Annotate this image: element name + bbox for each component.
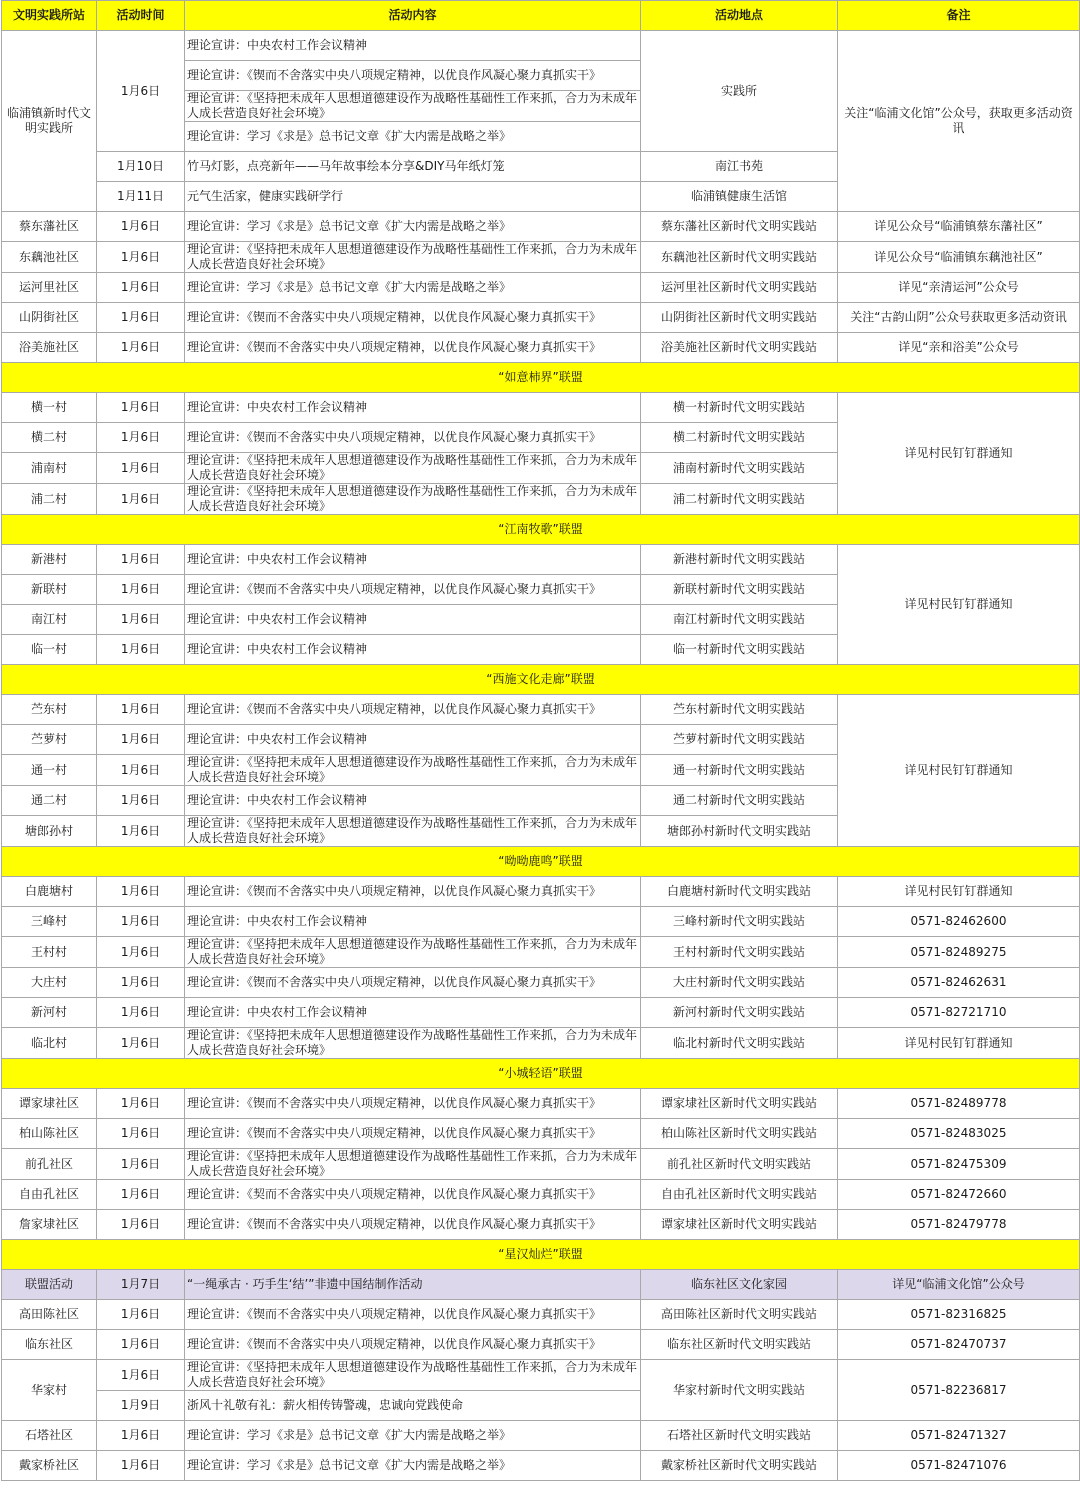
table-cell: 1月6日: [97, 605, 185, 635]
table-cell: 苎东村: [2, 695, 97, 725]
table-cell: 理论宣讲：中央农村工作会议精神: [185, 393, 641, 423]
table-cell: 理论宣讲：中央农村工作会议精神: [185, 786, 641, 816]
table-cell: 0571-82489275: [838, 937, 1080, 968]
table-cell: 浴美施社区新时代文明实践站: [641, 333, 838, 363]
table-cell: 1月6日: [97, 242, 185, 273]
table-cell: 0571-82471327: [838, 1421, 1080, 1451]
table-cell: 1月6日: [97, 937, 185, 968]
table-cell: 详见“临浦文化馆”公众号: [838, 1270, 1080, 1300]
table-cell: 理论宣讲：学习《求是》总书记文章《扩大内需是战略之举》: [185, 1451, 641, 1481]
table-cell: 1月6日: [97, 31, 185, 152]
table-cell: 戴家桥社区: [2, 1451, 97, 1481]
table-cell: 理论宣讲：《坚持把未成年人思想道德建设作为战略性基础性工作来抓，合力为未成年人成长营造良好社会环境》: [185, 937, 641, 968]
alliance-name: “西施文化走廊”联盟: [2, 665, 1080, 695]
table-cell: 理论宣讲：《坚持把未成年人思想道德建设作为战略性基础性工作来抓，合力为未成年人成长营造良好社会环境》: [185, 755, 641, 786]
table-cell: 横一村新时代文明实践站: [641, 393, 838, 423]
table-cell: 理论宣讲：《坚持把未成年人思想道德建设作为战略性基础性工作来抓，合力为未成年人成长营造良好社会环境》: [185, 91, 641, 122]
table-row: [2, 212, 1080, 242]
table-cell: 浴美施社区: [2, 333, 97, 363]
table-row: [2, 242, 1080, 273]
table-cell: 理论宣讲：《锲而不舍落实中央八项规定精神，以优良作风凝心聚力真抓实干》: [185, 1089, 641, 1119]
table-cell: 蔡东藩社区: [2, 212, 97, 242]
table-cell: 1月11日: [97, 182, 185, 212]
table-cell: 理论宣讲：《坚持把未成年人思想道德建设作为战略性基础性工作来抓，合力为未成年人成长营造良好社会环境》: [185, 1028, 641, 1059]
table-cell: 谭家埭社区新时代文明实践站: [641, 1210, 838, 1240]
table-cell: 理论宣讲：《锲而不舍落实中央八项规定精神，以优良作风凝心聚力真抓实干》: [185, 1300, 641, 1330]
table-cell: 详见村民钉钉群通知: [838, 393, 1080, 515]
table-cell: 苎东村新时代文明实践站: [641, 695, 838, 725]
table-cell: 理论宣讲：中央农村工作会议精神: [185, 605, 641, 635]
table-cell: 1月7日: [97, 1270, 185, 1300]
table-cell: 详见公众号“临浦镇东藕池社区”: [838, 242, 1080, 273]
activity-schedule-table: [1, 0, 1080, 1481]
table-cell: 1月6日: [97, 907, 185, 937]
table-cell: 石塔社区: [2, 1421, 97, 1451]
table-cell: 1月6日: [97, 695, 185, 725]
alliance-header-row: [2, 363, 1080, 393]
table-cell: 1月6日: [97, 453, 185, 484]
table-cell: 理论宣讲：《坚持把未成年人思想道德建设作为战略性基础性工作来抓，合力为未成年人成长营造良好社会环境》: [185, 484, 641, 515]
table-cell: 1月6日: [97, 1028, 185, 1059]
table-cell: 苎萝村: [2, 725, 97, 755]
table-cell: 南江村: [2, 605, 97, 635]
table-cell: 理论宣讲：《锲而不舍落实中央八项规定精神，以优良作风凝心聚力真抓实干》: [185, 968, 641, 998]
table-cell: 1月6日: [97, 1421, 185, 1451]
table-cell: 东藕池社区: [2, 242, 97, 273]
table-cell: 0571-82470737: [838, 1330, 1080, 1360]
table-cell: 浦二村新时代文明实践站: [641, 484, 838, 515]
table-body: [2, 31, 1080, 1481]
table-cell: 0571-82475309: [838, 1149, 1080, 1180]
table-cell: 1月6日: [97, 1300, 185, 1330]
table-cell: 浦二村: [2, 484, 97, 515]
table-row: [2, 877, 1080, 907]
header-location: 活动地点: [641, 1, 838, 31]
alliance-name: “如意柿界”联盟: [2, 363, 1080, 393]
table-cell: 通二村新时代文明实践站: [641, 786, 838, 816]
table-cell: 理论宣讲：《坚持把未成年人思想道德建设作为战略性基础性工作来抓，合力为未成年人成长营造良好社会环境》: [185, 1149, 641, 1180]
table-cell: 浦南村: [2, 453, 97, 484]
table-cell: 1月9日: [97, 1391, 185, 1421]
table-cell: 新联村: [2, 575, 97, 605]
table-cell: 理论宣讲：学习《求是》总书记文章《扩大内需是战略之举》: [185, 1421, 641, 1451]
table-cell: 理论宣讲：学习《求是》总书记文章《扩大内需是战略之举》: [185, 273, 641, 303]
table-cell: 新港村新时代文明实践站: [641, 545, 838, 575]
table-cell: 0571-82483025: [838, 1119, 1080, 1149]
table-cell: 1月6日: [97, 1360, 185, 1391]
table-cell: 东藕池社区新时代文明实践站: [641, 242, 838, 273]
table-cell: 白鹿塘村新时代文明实践站: [641, 877, 838, 907]
table-cell: 理论宣讲：中央农村工作会议精神: [185, 635, 641, 665]
table-row: [2, 1149, 1080, 1180]
table-cell: 新联村新时代文明实践站: [641, 575, 838, 605]
table-cell: 理论宣讲：《锲而不舍落实中央八项规定精神，以优良作风凝心聚力真抓实干》: [185, 1210, 641, 1240]
table-cell: 自由孔社区新时代文明实践站: [641, 1180, 838, 1210]
table-cell: 1月6日: [97, 212, 185, 242]
table-cell: 理论宣讲：中央农村工作会议精神: [185, 545, 641, 575]
table-cell: 横一村: [2, 393, 97, 423]
table-cell: 大庄村: [2, 968, 97, 998]
table-row: [2, 998, 1080, 1028]
table-row: [2, 1089, 1080, 1119]
table-cell: 1月10日: [97, 152, 185, 182]
table-cell: 1月6日: [97, 1451, 185, 1481]
table-row: [2, 273, 1080, 303]
table-row: [2, 1210, 1080, 1240]
table-cell: 白鹿塘村: [2, 877, 97, 907]
table-cell: 理论宣讲：《契而不舍落实中央八项规定精神，以优良作风凝心聚力真抓实干》: [185, 1180, 641, 1210]
table-cell: 实践所: [641, 31, 838, 152]
table-cell: 1月6日: [97, 484, 185, 515]
table-cell: 华家村新时代文明实践站: [641, 1360, 838, 1421]
table-cell: 关注“临浦文化馆”公众号，获取更多活动资讯: [838, 31, 1080, 212]
alliance-name: “星汉灿烂”联盟: [2, 1240, 1080, 1270]
table-row: [2, 968, 1080, 998]
table-cell: 理论宣讲：《锲而不舍落实中央八项规定精神，以优良作风凝心聚力真抓实干》: [185, 333, 641, 363]
table-cell: 1月6日: [97, 635, 185, 665]
table-cell: 关注“古韵山阴”公众号获取更多活动资讯: [838, 303, 1080, 333]
table-cell: 详见村民钉钉群通知: [838, 695, 1080, 847]
table-cell: 通二村: [2, 786, 97, 816]
table-cell: 浦南村新时代文明实践站: [641, 453, 838, 484]
table-cell: 运河里社区: [2, 273, 97, 303]
alliance-header-row: [2, 665, 1080, 695]
table-cell: 谭家埭社区: [2, 1089, 97, 1119]
table-cell: 1月6日: [97, 816, 185, 847]
table-cell: 理论宣讲：中央农村工作会议精神: [185, 31, 641, 61]
table-cell: 理论宣讲：《锲而不舍落实中央八项规定精神，以优良作风凝心聚力真抓实干》: [185, 695, 641, 725]
table-cell: 1月6日: [97, 545, 185, 575]
table-cell: 理论宣讲：《锲而不舍落实中央八项规定精神，以优良作风凝心聚力真抓实干》: [185, 575, 641, 605]
table-cell: 临浦镇新时代文明实践所: [2, 31, 97, 212]
table-cell: 0571-82479778: [838, 1210, 1080, 1240]
table-cell: 临东社区文化家园: [641, 1270, 838, 1300]
table-cell: 临北村新时代文明实践站: [641, 1028, 838, 1059]
table-cell: 详见村民钉钉群通知: [838, 545, 1080, 665]
table-cell: 0571-82236817: [838, 1360, 1080, 1421]
table-cell: 0571-82462600: [838, 907, 1080, 937]
table-cell: 1月6日: [97, 393, 185, 423]
table-cell: 1月6日: [97, 725, 185, 755]
table-cell: 理论宣讲：《锲而不舍落实中央八项规定精神，以优良作风凝心聚力真抓实干》: [185, 1119, 641, 1149]
table-cell: “一绳承古 · 巧手生‘结’”非遗中国结制作活动: [185, 1270, 641, 1300]
table-cell: 1月6日: [97, 1180, 185, 1210]
header-time: 活动时间: [97, 1, 185, 31]
table-row: [2, 907, 1080, 937]
table-cell: 柏山陈社区新时代文明实践站: [641, 1119, 838, 1149]
header-content: 活动内容: [185, 1, 641, 31]
table-cell: 理论宣讲：《锲而不舍落实中央八项规定精神，以优良作风凝心聚力真抓实干》: [185, 303, 641, 333]
table-cell: 1月6日: [97, 1119, 185, 1149]
table-cell: 横二村: [2, 423, 97, 453]
table-cell: 1月6日: [97, 1089, 185, 1119]
table-cell: 联盟活动: [2, 1270, 97, 1300]
table-cell: 理论宣讲：《锲而不舍落实中央八项规定精神，以优良作风凝心聚力真抓实干》: [185, 61, 641, 91]
table-cell: 塘郎孙村: [2, 816, 97, 847]
table-cell: 0571-82472660: [838, 1180, 1080, 1210]
header-station: 文明实践所站: [2, 1, 97, 31]
table-cell: 理论宣讲：中央农村工作会议精神: [185, 998, 641, 1028]
table-row: [2, 1360, 1080, 1391]
table-cell: 柏山陈社区: [2, 1119, 97, 1149]
table-cell: 临东社区新时代文明实践站: [641, 1330, 838, 1360]
table-cell: 0571-82489778: [838, 1089, 1080, 1119]
table-cell: 1月6日: [97, 333, 185, 363]
table-cell: 0571-82721710: [838, 998, 1080, 1028]
alliance-name: “江南牧歌”联盟: [2, 515, 1080, 545]
alliance-name: “呦呦鹿鸣”联盟: [2, 847, 1080, 877]
table-cell: 详见“亲清运河”公众号: [838, 273, 1080, 303]
table-cell: 前孔社区新时代文明实践站: [641, 1149, 838, 1180]
table-cell: 临浦镇健康生活馆: [641, 182, 838, 212]
table-cell: 0571-82471076: [838, 1451, 1080, 1481]
table-cell: 理论宣讲：《坚持把未成年人思想道德建设作为战略性基础性工作来抓，合力为未成年人成长营造良好社会环境》: [185, 816, 641, 847]
table-cell: 自由孔社区: [2, 1180, 97, 1210]
table-cell: 苎萝村新时代文明实践站: [641, 725, 838, 755]
table-cell: 1月6日: [97, 877, 185, 907]
table-cell: 三峰村新时代文明实践站: [641, 907, 838, 937]
table-cell: 新河村新时代文明实践站: [641, 998, 838, 1028]
table-cell: 南江书苑: [641, 152, 838, 182]
table-cell: 1月6日: [97, 998, 185, 1028]
table-cell: 华家村: [2, 1360, 97, 1421]
table-cell: 新河村: [2, 998, 97, 1028]
table-row: [2, 1028, 1080, 1059]
table-cell: 横二村新时代文明实践站: [641, 423, 838, 453]
table-cell: 山阴街社区新时代文明实践站: [641, 303, 838, 333]
table-cell: 山阴街社区: [2, 303, 97, 333]
table-cell: 理论宣讲：中央农村工作会议精神: [185, 725, 641, 755]
table-cell: 前孔社区: [2, 1149, 97, 1180]
table-cell: 石塔社区新时代文明实践站: [641, 1421, 838, 1451]
table-cell: 竹马灯影，点亮新年——马年故事绘本分享&DIY马年纸灯笼: [185, 152, 641, 182]
alliance-header-row: [2, 847, 1080, 877]
table-cell: 通一村新时代文明实践站: [641, 755, 838, 786]
table-cell: 王村村新时代文明实践站: [641, 937, 838, 968]
table-cell: 临北村: [2, 1028, 97, 1059]
table-row: [2, 393, 1080, 423]
alliance-name: “小城轻语”联盟: [2, 1059, 1080, 1089]
table-row: [2, 1180, 1080, 1210]
table-row: [2, 695, 1080, 725]
table-cell: 詹家埭社区: [2, 1210, 97, 1240]
table-row: [2, 1421, 1080, 1451]
table-cell: 1月6日: [97, 1330, 185, 1360]
table-cell: 南江村新时代文明实践站: [641, 605, 838, 635]
table-cell: 详见村民钉钉群通知: [838, 1028, 1080, 1059]
table-cell: 谭家埭社区新时代文明实践站: [641, 1089, 838, 1119]
table-cell: 运河里社区新时代文明实践站: [641, 273, 838, 303]
table-cell: 1月6日: [97, 273, 185, 303]
table-cell: 王村村: [2, 937, 97, 968]
table-cell: 理论宣讲：《坚持把未成年人思想道德建设作为战略性基础性工作来抓，合力为未成年人成长营造良好社会环境》: [185, 453, 641, 484]
table-row: [2, 1451, 1080, 1481]
table-row: [2, 1330, 1080, 1360]
table-cell: 1月6日: [97, 575, 185, 605]
table-row: [2, 937, 1080, 968]
table-row: [2, 1270, 1080, 1300]
table-cell: 临一村新时代文明实践站: [641, 635, 838, 665]
table-cell: 详见村民钉钉群通知: [838, 877, 1080, 907]
table-cell: 三峰村: [2, 907, 97, 937]
table-cell: 1月6日: [97, 423, 185, 453]
table-cell: 详见“亲和浴美”公众号: [838, 333, 1080, 363]
table-cell: 通一村: [2, 755, 97, 786]
table-cell: 详见公众号“临浦镇蔡东藩社区”: [838, 212, 1080, 242]
table-cell: 新港村: [2, 545, 97, 575]
table-cell: 戴家桥社区新时代文明实践站: [641, 1451, 838, 1481]
table-cell: 蔡东藩社区新时代文明实践站: [641, 212, 838, 242]
table-row: [2, 1300, 1080, 1330]
table-cell: 1月6日: [97, 1149, 185, 1180]
alliance-header-row: [2, 1240, 1080, 1270]
table-cell: 1月6日: [97, 786, 185, 816]
table-cell: 理论宣讲：《锲而不舍落实中央八项规定精神，以优良作风凝心聚力真抓实干》: [185, 1330, 641, 1360]
table-cell: 临一村: [2, 635, 97, 665]
header-row: [2, 1, 1080, 31]
table-row: [2, 31, 1080, 61]
table-cell: 理论宣讲：学习《求是》总书记文章《扩大内需是战略之举》: [185, 122, 641, 152]
table-cell: 临东社区: [2, 1330, 97, 1360]
alliance-header-row: [2, 1059, 1080, 1089]
table-cell: 理论宣讲：中央农村工作会议精神: [185, 907, 641, 937]
table-cell: 1月6日: [97, 755, 185, 786]
table-cell: 高田陈社区: [2, 1300, 97, 1330]
table-row: [2, 545, 1080, 575]
table-cell: 理论宣讲：学习《求是》总书记文章《扩大内需是战略之举》: [185, 212, 641, 242]
header-remark: 备注: [838, 1, 1080, 31]
table-cell: 1月6日: [97, 968, 185, 998]
table-row: [2, 1119, 1080, 1149]
table-cell: 1月6日: [97, 1210, 185, 1240]
table-cell: 大庄村新时代文明实践站: [641, 968, 838, 998]
table-row: [2, 333, 1080, 363]
table-cell: 浙风十礼敬有礼：薪火相传铸警魂，忠诚向党践使命: [185, 1391, 641, 1421]
table-cell: 理论宣讲：《坚持把未成年人思想道德建设作为战略性基础性工作来抓，合力为未成年人成长营造良好社会环境》: [185, 1360, 641, 1391]
table-cell: 理论宣讲：《锲而不舍落实中央八项规定精神，以优良作风凝心聚力真抓实干》: [185, 423, 641, 453]
table-cell: 1月6日: [97, 303, 185, 333]
table-cell: 高田陈社区新时代文明实践站: [641, 1300, 838, 1330]
table-cell: 0571-82462631: [838, 968, 1080, 998]
table-cell: 塘郎孙村新时代文明实践站: [641, 816, 838, 847]
table-cell: 理论宣讲：《坚持把未成年人思想道德建设作为战略性基础性工作来抓，合力为未成年人成长营造良好社会环境》: [185, 242, 641, 273]
table-cell: 0571-82316825: [838, 1300, 1080, 1330]
table-cell: 理论宣讲：《锲而不舍落实中央八项规定精神，以优良作风凝心聚力真抓实干》: [185, 877, 641, 907]
table-cell: 元气生活家，健康实践研学行: [185, 182, 641, 212]
table-row: [2, 303, 1080, 333]
alliance-header-row: [2, 515, 1080, 545]
